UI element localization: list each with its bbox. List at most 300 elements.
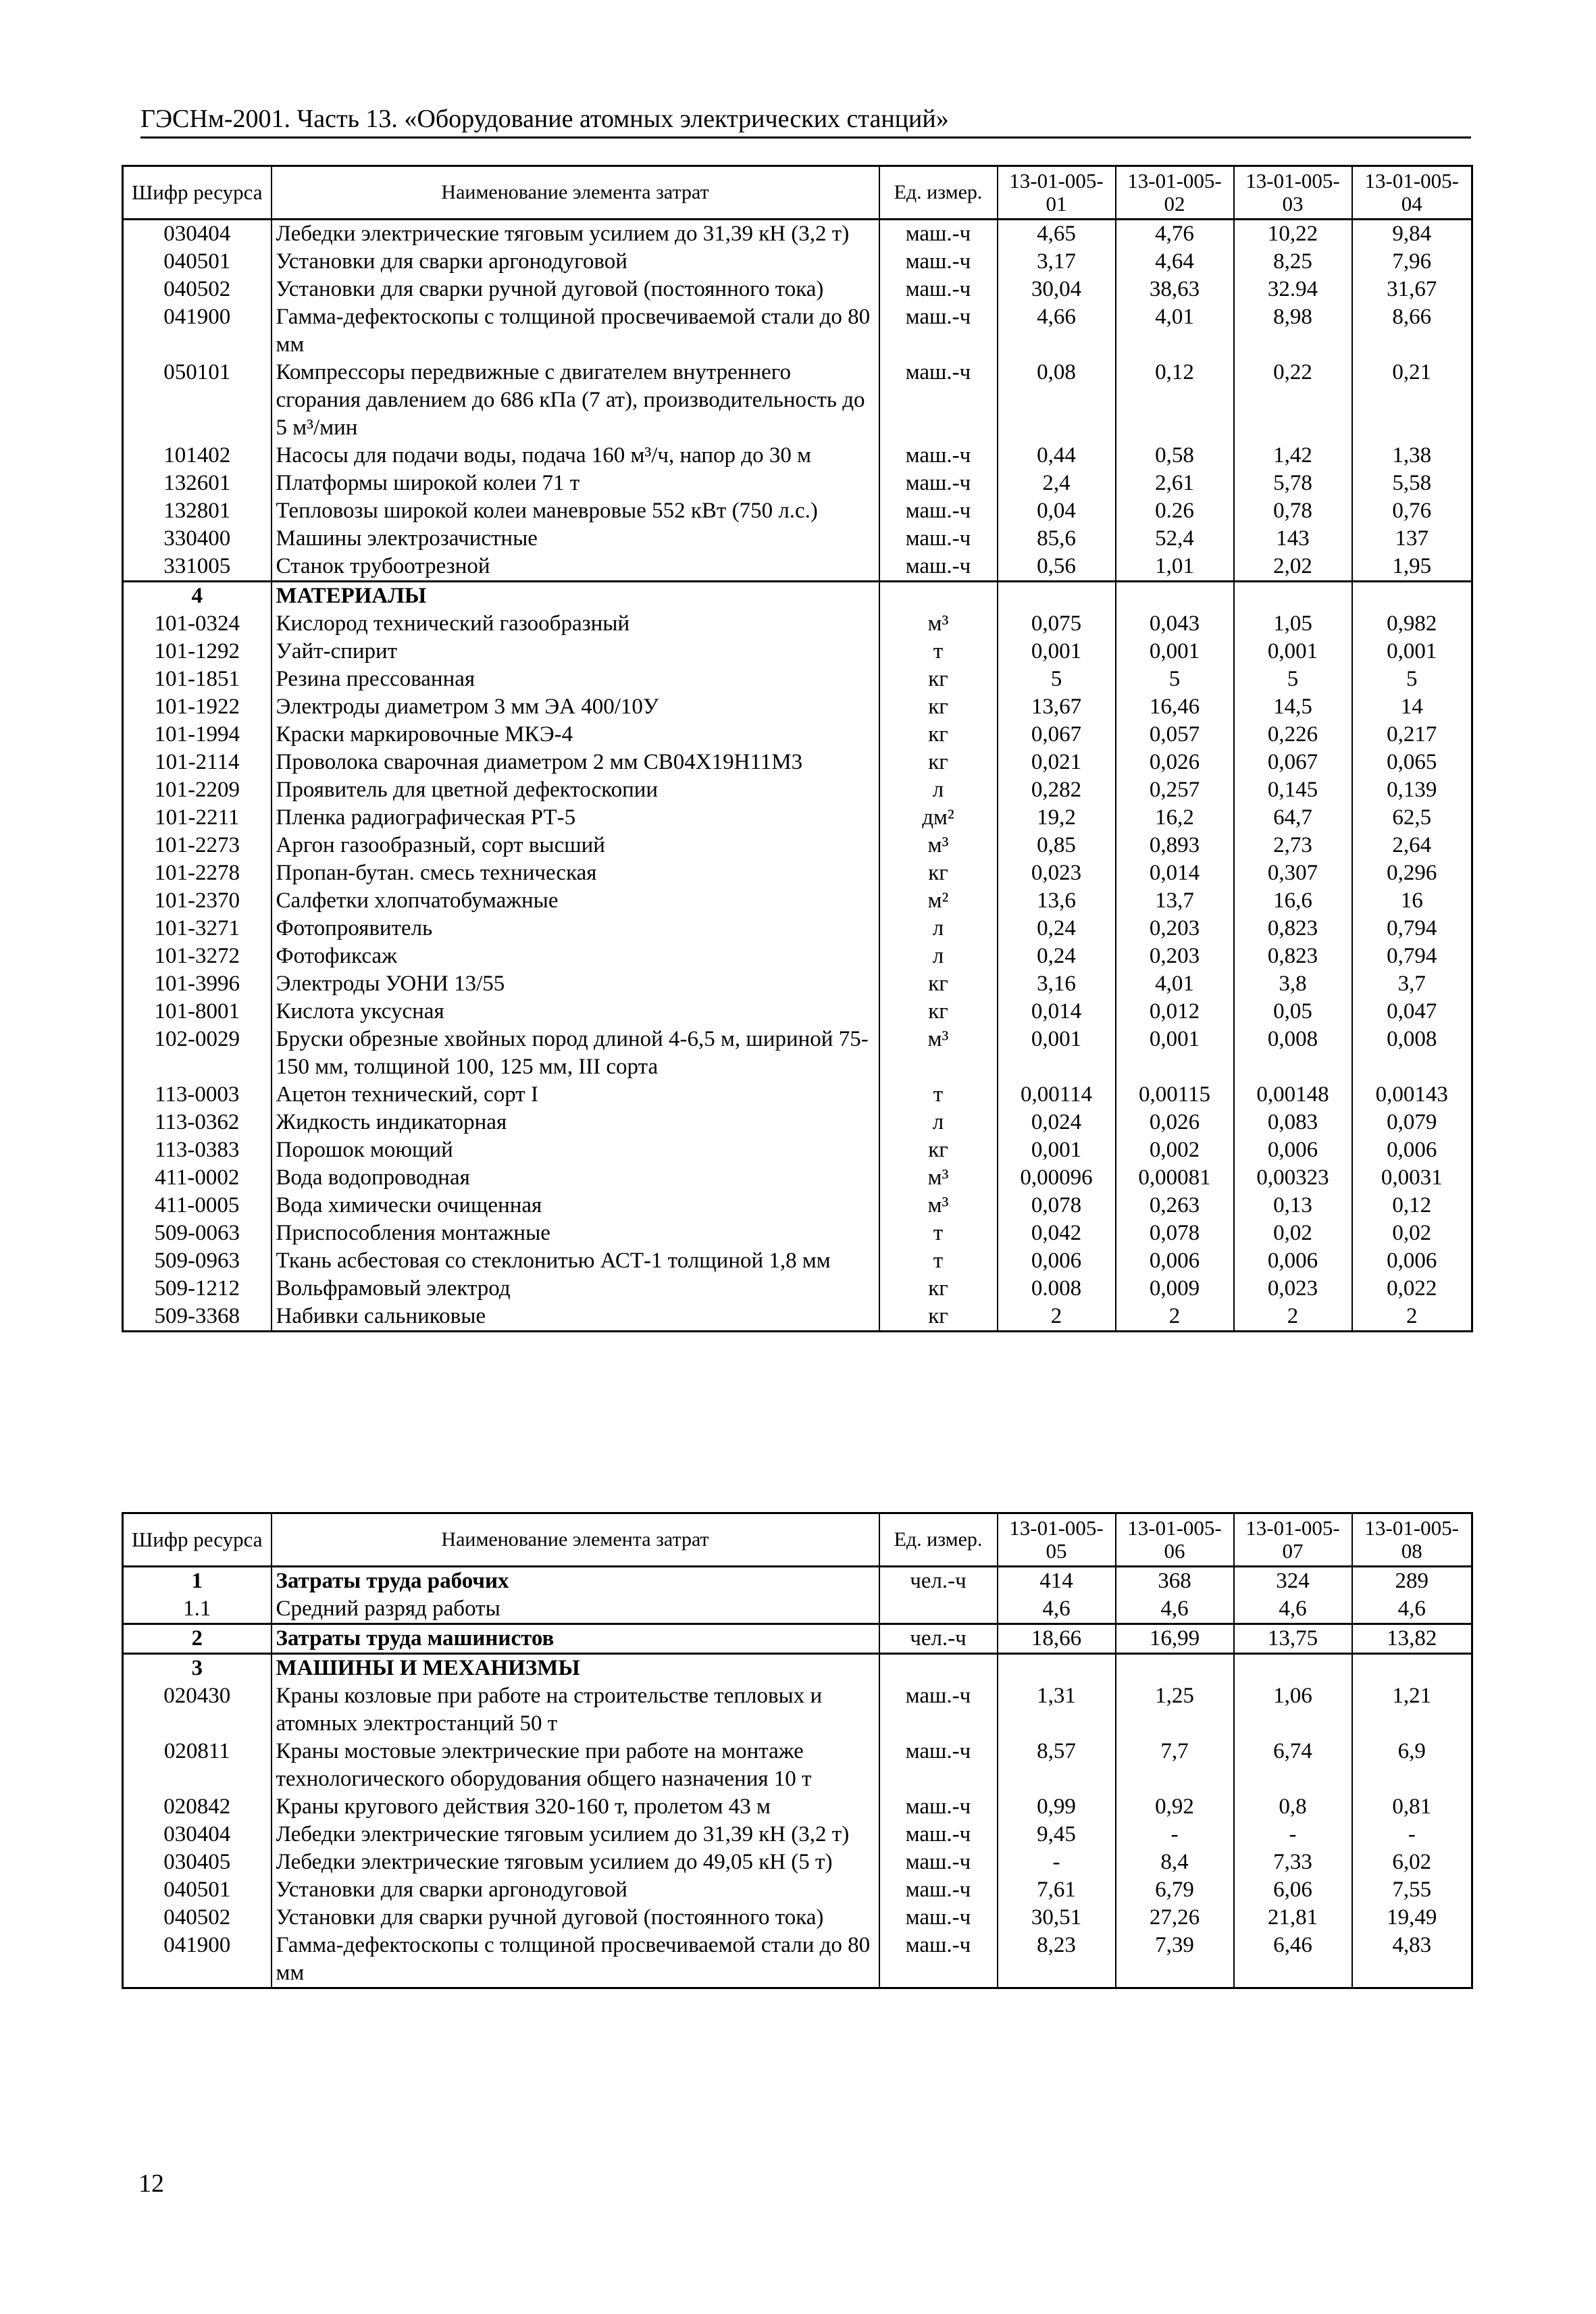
resource-name: Платформы широкой колеи 71 т — [272, 470, 879, 497]
resource-code: 101-1851 — [123, 665, 272, 693]
resource-name: Кислород технический газообразный — [272, 610, 879, 638]
value-cell: 4,83 — [1352, 1932, 1472, 1988]
resource-code: 102-0029 — [123, 1026, 272, 1081]
resource-code: 113-0383 — [123, 1136, 272, 1164]
resource-code: 132601 — [123, 470, 272, 497]
unit-cell: маш.-ч — [879, 470, 998, 497]
value-cell: 38,63 — [1116, 276, 1234, 303]
header-col-2: 13-01-005-06 — [1116, 1513, 1234, 1567]
value-cell: 4,66 — [998, 303, 1116, 359]
table-row — [123, 915, 1472, 942]
unit-cell: маш.-ч — [879, 1821, 998, 1848]
value-cell: 0,02 — [1234, 1219, 1352, 1247]
header-name: Наименование элемента затрат — [272, 1513, 879, 1567]
table-row — [123, 497, 1472, 525]
value-cell: 0,04 — [998, 497, 1116, 525]
value-cell: 0,44 — [998, 442, 1116, 470]
value-cell: 64,7 — [1234, 804, 1352, 832]
resource-name: Вольфрамовый электрод — [272, 1275, 879, 1303]
unit-cell: маш.-ч — [879, 303, 998, 359]
resource-code: 101-2209 — [123, 776, 272, 804]
table-row — [123, 1275, 1472, 1303]
resource-name: Лебедки электрические тяговым усилием до 49,05 кН (5 т) — [272, 1848, 879, 1876]
table-row — [123, 470, 1472, 497]
unit-cell: маш.-ч — [879, 525, 998, 553]
resource-name: Установки для сварки ручной дуговой (постоянного тока) — [272, 1904, 879, 1932]
resource-name: Вода водопроводная — [272, 1164, 879, 1192]
unit-cell: л — [879, 942, 998, 970]
table-header-row — [123, 166, 1472, 220]
resource-name: Затраты труда рабочих — [272, 1567, 879, 1596]
value-cell: 0,067 — [1234, 749, 1352, 776]
value-cell: 0,81 — [1352, 1793, 1472, 1821]
resource-code: 509-3368 — [123, 1303, 272, 1332]
value-cell: 289 — [1352, 1567, 1472, 1596]
unit-cell: маш.-ч — [879, 1848, 998, 1876]
value-cell: 1,25 — [1116, 1682, 1234, 1738]
table-row — [123, 998, 1472, 1026]
value-cell: 2 — [998, 1303, 1116, 1332]
unit-cell: т — [879, 638, 998, 665]
value-cell: 7,33 — [1234, 1848, 1352, 1876]
table-row — [123, 1848, 1472, 1876]
resource-code: 1 — [123, 1567, 272, 1596]
value-cell: - — [1116, 1821, 1234, 1848]
value-cell: 0,008 — [1234, 1026, 1352, 1081]
value-cell: 9,84 — [1352, 220, 1472, 249]
table-row — [123, 610, 1472, 638]
value-cell: 0,014 — [998, 998, 1116, 1026]
value-cell: 0,99 — [998, 1793, 1116, 1821]
resource-name: МАТЕРИАЛЫ — [272, 582, 879, 611]
unit-cell: т — [879, 1247, 998, 1275]
resource-code: 101-3271 — [123, 915, 272, 942]
unit-cell: т — [879, 1081, 998, 1109]
resource-name: Электроды УОНИ 13/55 — [272, 970, 879, 998]
resource-table-2 — [122, 1512, 1473, 1989]
table-row — [123, 1109, 1472, 1136]
value-cell: 0,08 — [998, 359, 1116, 442]
header-col-2: 13-01-005-02 — [1116, 166, 1234, 220]
unit-cell: л — [879, 1109, 998, 1136]
resource-name: Порошок моющий — [272, 1136, 879, 1164]
value-cell: 0,00148 — [1234, 1081, 1352, 1109]
header-col-4: 13-01-005-08 — [1352, 1513, 1472, 1567]
value-cell: 0,001 — [998, 1136, 1116, 1164]
resource-name: Ацетон технический, сорт I — [272, 1081, 879, 1109]
resource-code: 101-1292 — [123, 638, 272, 665]
value-cell: 0,001 — [1352, 638, 1472, 665]
value-cell: 1,06 — [1234, 1682, 1352, 1738]
resource-code: 4 — [123, 582, 272, 611]
header-col-3: 13-01-005-03 — [1234, 166, 1352, 220]
value-cell: 0,023 — [998, 859, 1116, 887]
value-cell: 19,49 — [1352, 1904, 1472, 1932]
value-cell: 2,61 — [1116, 470, 1234, 497]
value-cell — [998, 582, 1116, 611]
resource-code: 113-0362 — [123, 1109, 272, 1136]
value-cell: 18,66 — [998, 1624, 1116, 1654]
value-cell: 0.008 — [998, 1275, 1116, 1303]
resource-name: Станок трубоотрезной — [272, 553, 879, 582]
resource-name: Краны кругового действия 320-160 т, пролетом 43 м — [272, 1793, 879, 1821]
table-row — [123, 804, 1472, 832]
value-cell: 6,02 — [1352, 1848, 1472, 1876]
value-cell: 0,257 — [1116, 776, 1234, 804]
value-cell: 4,65 — [998, 220, 1116, 249]
value-cell: 0,982 — [1352, 610, 1472, 638]
value-cell: 0,00143 — [1352, 1081, 1472, 1109]
value-cell: 0.26 — [1116, 497, 1234, 525]
resource-code: 030405 — [123, 1848, 272, 1876]
table-row — [123, 1026, 1472, 1081]
value-cell: 0,00096 — [998, 1164, 1116, 1192]
value-cell: 30,51 — [998, 1904, 1116, 1932]
value-cell: 0,282 — [998, 776, 1116, 804]
resource-code: 040502 — [123, 276, 272, 303]
resource-code: 101-2273 — [123, 832, 272, 859]
value-cell: 0,083 — [1234, 1109, 1352, 1136]
value-cell: 8,23 — [998, 1932, 1116, 1988]
value-cell: 0,92 — [1116, 1793, 1234, 1821]
resource-code: 1.1 — [123, 1595, 272, 1624]
resource-code: 101-2370 — [123, 887, 272, 915]
value-cell: 16,2 — [1116, 804, 1234, 832]
resource-name: Уайт-спирит — [272, 638, 879, 665]
value-cell: 5 — [1234, 665, 1352, 693]
unit-cell: м³ — [879, 1192, 998, 1219]
resource-code: 040501 — [123, 248, 272, 276]
value-cell: 0,12 — [1116, 359, 1234, 442]
header-col-1: 13-01-005-01 — [998, 166, 1116, 220]
value-cell — [1234, 582, 1352, 611]
value-cell: 0,002 — [1116, 1136, 1234, 1164]
resource-code: 2 — [123, 1624, 272, 1654]
value-cell: 414 — [998, 1567, 1116, 1596]
value-cell: 0,794 — [1352, 942, 1472, 970]
resource-code: 101402 — [123, 442, 272, 470]
table-row — [123, 276, 1472, 303]
resource-name: Гамма-дефектоскопы с толщиной просвечиваемой стали до 80 мм — [272, 303, 879, 359]
value-cell: 0,001 — [1116, 1026, 1234, 1081]
value-cell: 0,263 — [1116, 1192, 1234, 1219]
value-cell: 8,66 — [1352, 303, 1472, 359]
value-cell: 5 — [1352, 665, 1472, 693]
resource-table-1 — [122, 165, 1473, 1332]
unit-cell: кг — [879, 749, 998, 776]
resource-name: Салфетки хлопчатобумажные — [272, 887, 879, 915]
unit-cell: м³ — [879, 610, 998, 638]
table-row — [123, 887, 1472, 915]
value-cell: 4,01 — [1116, 303, 1234, 359]
resource-code: 331005 — [123, 553, 272, 582]
unit-cell: кг — [879, 1275, 998, 1303]
resource-code: 101-0324 — [123, 610, 272, 638]
unit-cell: маш.-ч — [879, 248, 998, 276]
table-row — [123, 525, 1472, 553]
value-cell: 4,64 — [1116, 248, 1234, 276]
table-row — [123, 1192, 1472, 1219]
value-cell: 5 — [998, 665, 1116, 693]
resource-code: 101-2278 — [123, 859, 272, 887]
resource-name: Лебедки электрические тяговым усилием до 31,39 кН (3,2 т) — [272, 220, 879, 249]
value-cell: 13,67 — [998, 693, 1116, 721]
unit-cell: кг — [879, 721, 998, 749]
resource-code: 101-1994 — [123, 721, 272, 749]
value-cell — [1352, 582, 1472, 611]
value-cell: 8,57 — [998, 1738, 1116, 1793]
resource-name: Гамма-дефектоскопы с толщиной просвечиваемой стали до 80 мм — [272, 1932, 879, 1988]
value-cell: 0,00323 — [1234, 1164, 1352, 1192]
value-cell: 0,58 — [1116, 442, 1234, 470]
unit-cell: маш.-ч — [879, 1793, 998, 1821]
value-cell: 0,226 — [1234, 721, 1352, 749]
value-cell: 0,008 — [1352, 1026, 1472, 1081]
value-cell: 0,00081 — [1116, 1164, 1234, 1192]
value-cell — [1116, 582, 1234, 611]
table-row — [123, 248, 1472, 276]
header-unit: Ед. измер. — [879, 1513, 998, 1567]
resource-name: Кислота уксусная — [272, 998, 879, 1026]
value-cell: 1,05 — [1234, 610, 1352, 638]
value-cell: 0,047 — [1352, 998, 1472, 1026]
value-cell: 0,006 — [1352, 1247, 1472, 1275]
header-code: Шифр ресурса — [123, 166, 272, 220]
value-cell: 0,075 — [998, 610, 1116, 638]
resource-code: 509-1212 — [123, 1275, 272, 1303]
unit-cell: л — [879, 776, 998, 804]
value-cell: 13,75 — [1234, 1624, 1352, 1654]
value-cell: 0,21 — [1352, 359, 1472, 442]
unit-cell — [879, 1654, 998, 1683]
resource-code: 113-0003 — [123, 1081, 272, 1109]
page-header: ГЭСНм-2001. Часть 13. «Оборудование атомных электрических станций» — [140, 101, 1471, 139]
value-cell: 0,001 — [1116, 638, 1234, 665]
unit-cell: маш.-ч — [879, 442, 998, 470]
unit-cell: т — [879, 1219, 998, 1247]
table-row — [123, 776, 1472, 804]
resource-code: 040502 — [123, 1904, 272, 1932]
value-cell: 85,6 — [998, 525, 1116, 553]
header-unit: Ед. измер. — [879, 166, 998, 220]
table-row — [123, 1219, 1472, 1247]
table-row — [123, 721, 1472, 749]
value-cell: 21,81 — [1234, 1904, 1352, 1932]
table-row — [123, 1821, 1472, 1848]
unit-cell: м³ — [879, 1026, 998, 1081]
table-row — [123, 303, 1472, 359]
value-cell: 0,0031 — [1352, 1164, 1472, 1192]
table-row — [123, 1136, 1472, 1164]
table-row — [123, 1904, 1472, 1932]
unit-cell: маш.-ч — [879, 1876, 998, 1904]
resource-code: 041900 — [123, 303, 272, 359]
section-row — [123, 1567, 1472, 1596]
resource-code: 132801 — [123, 497, 272, 525]
value-cell: 32.94 — [1234, 276, 1352, 303]
table-row — [123, 1247, 1472, 1275]
value-cell: 0,065 — [1352, 749, 1472, 776]
value-cell: 4,6 — [1234, 1595, 1352, 1624]
value-cell: 0,006 — [998, 1247, 1116, 1275]
table-row — [123, 220, 1472, 249]
value-cell — [1352, 1654, 1472, 1683]
unit-cell: кг — [879, 693, 998, 721]
value-cell: 19,2 — [998, 804, 1116, 832]
value-cell: 6,06 — [1234, 1876, 1352, 1904]
value-cell: 4,01 — [1116, 970, 1234, 998]
table-header-row — [123, 1513, 1472, 1567]
resource-name: Аргон газообразный, сорт высший — [272, 832, 879, 859]
value-cell: 6,46 — [1234, 1932, 1352, 1988]
unit-cell — [879, 582, 998, 611]
unit-cell: маш.-ч — [879, 1932, 998, 1988]
value-cell: 0,76 — [1352, 497, 1472, 525]
resource-code: 101-1922 — [123, 693, 272, 721]
table-row — [123, 749, 1472, 776]
resource-code: 3 — [123, 1654, 272, 1683]
value-cell: 0,001 — [1234, 638, 1352, 665]
resource-code: 020811 — [123, 1738, 272, 1793]
value-cell: 0,823 — [1234, 915, 1352, 942]
resource-name: Машины электрозачистные — [272, 525, 879, 553]
value-cell: 0,067 — [998, 721, 1116, 749]
value-cell: 0,85 — [998, 832, 1116, 859]
value-cell: 3,16 — [998, 970, 1116, 998]
value-cell: 2 — [1234, 1303, 1352, 1332]
unit-cell: маш.-ч — [879, 1738, 998, 1793]
value-cell: 0,026 — [1116, 1109, 1234, 1136]
table-row — [123, 1793, 1472, 1821]
value-cell: 16,6 — [1234, 887, 1352, 915]
header-name: Наименование элемента затрат — [272, 166, 879, 220]
value-cell: 2 — [1116, 1303, 1234, 1332]
header-col-1: 13-01-005-05 — [998, 1513, 1116, 1567]
value-cell: 0,22 — [1234, 359, 1352, 442]
resource-name: Краны козловые при работе на строительстве тепловых и атомных электростанций 50 т — [272, 1682, 879, 1738]
value-cell: 2 — [1352, 1303, 1472, 1332]
resource-code: 030404 — [123, 1821, 272, 1848]
resource-name: Проявитель для цветной дефектоскопии — [272, 776, 879, 804]
table-row — [123, 1876, 1472, 1904]
value-cell: 0,078 — [998, 1192, 1116, 1219]
value-cell: 0,079 — [1352, 1109, 1472, 1136]
resource-code: 030404 — [123, 220, 272, 249]
value-cell: 0,001 — [998, 1026, 1116, 1081]
resource-name: Ткань асбестовая со стеклонитью АСТ-1 толщиной 1,8 мм — [272, 1247, 879, 1275]
unit-cell: кг — [879, 1303, 998, 1332]
value-cell: 9,45 — [998, 1821, 1116, 1848]
value-cell: 0,12 — [1352, 1192, 1472, 1219]
unit-cell: маш.-ч — [879, 553, 998, 582]
value-cell: 0,78 — [1234, 497, 1352, 525]
resource-code: 411-0005 — [123, 1192, 272, 1219]
resource-name: Фотопроявитель — [272, 915, 879, 942]
resource-code: 020842 — [123, 1793, 272, 1821]
resource-name: МАШИНЫ И МЕХАНИЗМЫ — [272, 1654, 879, 1683]
table-row — [123, 832, 1472, 859]
resource-name: Приспособления монтажные — [272, 1219, 879, 1247]
header-col-4: 13-01-005-04 — [1352, 166, 1472, 220]
value-cell: 52,4 — [1116, 525, 1234, 553]
table-row — [123, 970, 1472, 998]
resource-code: 101-2114 — [123, 749, 272, 776]
value-cell: 1,95 — [1352, 553, 1472, 582]
unit-cell: чел.-ч — [879, 1624, 998, 1654]
value-cell: 7,55 — [1352, 1876, 1472, 1904]
value-cell — [1234, 1654, 1352, 1683]
value-cell: 6,9 — [1352, 1738, 1472, 1793]
value-cell: 7,39 — [1116, 1932, 1234, 1988]
section-row — [123, 1654, 1472, 1683]
table-row — [123, 359, 1472, 442]
value-cell: 30,04 — [998, 276, 1116, 303]
value-cell: 0,145 — [1234, 776, 1352, 804]
unit-cell: кг — [879, 998, 998, 1026]
resource-name: Фотофиксаж — [272, 942, 879, 970]
value-cell: 0,00115 — [1116, 1081, 1234, 1109]
table-row — [123, 665, 1472, 693]
value-cell: 0,001 — [998, 638, 1116, 665]
resource-name: Набивки сальниковые — [272, 1303, 879, 1332]
value-cell: 4,6 — [1116, 1595, 1234, 1624]
value-cell: 0,043 — [1116, 610, 1234, 638]
value-cell: 4,6 — [998, 1595, 1116, 1624]
page-number: 12 — [138, 2169, 164, 2198]
table-row — [123, 553, 1472, 582]
value-cell: 3,7 — [1352, 970, 1472, 998]
value-cell: 0,078 — [1116, 1219, 1234, 1247]
resource-name: Жидкость индикаторная — [272, 1109, 879, 1136]
value-cell: 2,02 — [1234, 553, 1352, 582]
value-cell: 3,8 — [1234, 970, 1352, 998]
unit-cell: чел.-ч — [879, 1567, 998, 1596]
section-row — [123, 1624, 1472, 1654]
value-cell: 0,139 — [1352, 776, 1472, 804]
unit-cell: маш.-ч — [879, 359, 998, 442]
value-cell: 13,7 — [1116, 887, 1234, 915]
resource-code: 509-0963 — [123, 1247, 272, 1275]
value-cell: 1,21 — [1352, 1682, 1472, 1738]
value-cell: 0,203 — [1116, 942, 1234, 970]
value-cell: 14,5 — [1234, 693, 1352, 721]
value-cell: 7,7 — [1116, 1738, 1234, 1793]
value-cell: 2,73 — [1234, 832, 1352, 859]
value-cell: 1,31 — [998, 1682, 1116, 1738]
value-cell: - — [998, 1848, 1116, 1876]
unit-cell: маш.-ч — [879, 1904, 998, 1932]
resource-code: 101-2211 — [123, 804, 272, 832]
value-cell: 5 — [1116, 665, 1234, 693]
resource-name: Насосы для подачи воды, подача 160 м³/ч, напор до 30 м — [272, 442, 879, 470]
value-cell: 27,26 — [1116, 1904, 1234, 1932]
unit-cell: кг — [879, 859, 998, 887]
resource-name: Тепловозы широкой колеи маневровые 552 кВт (750 л.с.) — [272, 497, 879, 525]
resource-code: 101-3996 — [123, 970, 272, 998]
value-cell: 0,012 — [1116, 998, 1234, 1026]
resource-code: 411-0002 — [123, 1164, 272, 1192]
header-col-3: 13-01-005-07 — [1234, 1513, 1352, 1567]
value-cell — [1116, 1654, 1234, 1683]
resource-name: Краски маркировочные МКЭ-4 — [272, 721, 879, 749]
value-cell: 0,893 — [1116, 832, 1234, 859]
unit-cell: кг — [879, 1136, 998, 1164]
value-cell: 0,02 — [1352, 1219, 1472, 1247]
resource-name: Вода химически очищенная — [272, 1192, 879, 1219]
unit-cell: м³ — [879, 832, 998, 859]
value-cell: 0,021 — [998, 749, 1116, 776]
value-cell — [998, 1654, 1116, 1683]
